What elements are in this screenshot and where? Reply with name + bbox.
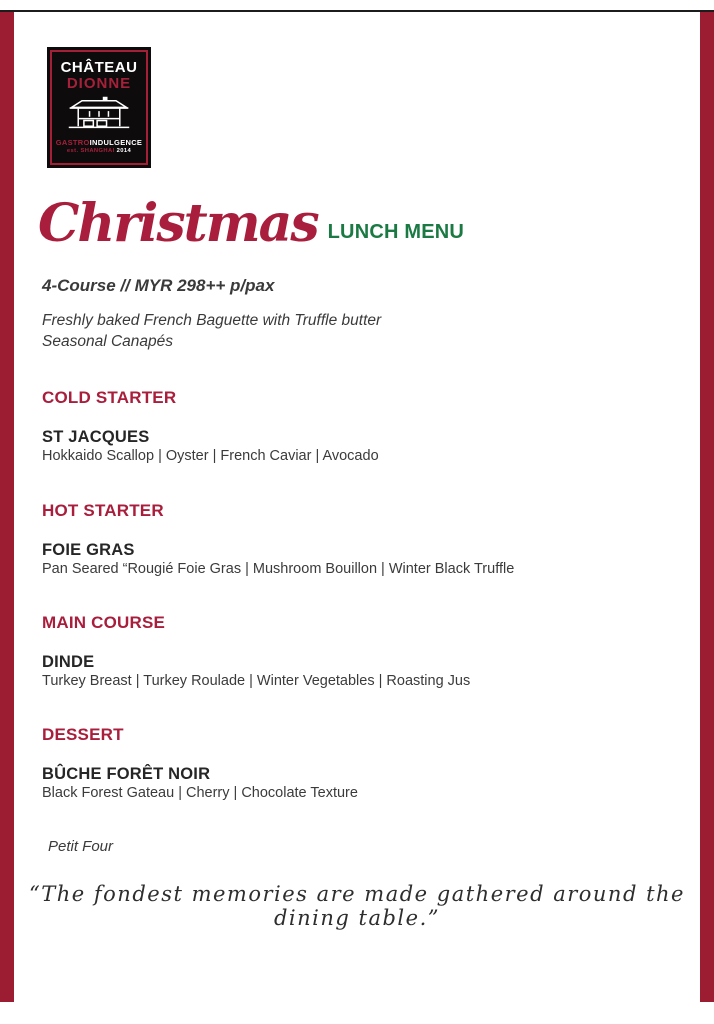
dish-name: DINDE [42,653,95,671]
course-price-line: 4-Course // MYR 298++ p/pax [42,276,275,295]
section-heading: COLD STARTER [42,388,177,407]
logo-tagline-red: GASTRO [55,138,90,147]
dish-name: ST JACQUES [42,428,150,446]
top-border-line [0,10,714,12]
intro-note-line2: Seasonal Canapés [42,333,173,350]
logo-established-line [67,147,131,155]
section-main-course [42,613,662,690]
section-heading: HOT STARTER [42,501,164,520]
intro-notes [42,310,381,352]
restaurant-logo [47,47,151,168]
section-hot-starter [42,501,662,578]
chateau-building-icon [68,96,130,135]
menu-title-row [38,194,464,254]
intro-note-line1: Freshly baked French Baguette with Truffle butter [42,312,382,329]
logo-tagline-white: INDULGENCE [89,138,143,147]
section-heading: MAIN COURSE [42,613,166,632]
section-dessert [42,725,662,802]
menu-subtitle: LUNCH MENU [327,221,465,243]
petit-four-line: Petit Four [48,838,114,855]
dish-description: Hokkaido Scallop | Oyster | French Caviar | Avocado [42,448,379,464]
logo-tagline [56,138,142,147]
left-border-bar [0,12,14,1002]
section-heading: DESSERT [42,725,124,744]
logo-established-red: est. SHANGHAI [66,148,117,154]
logo-established-white: 2014 [116,148,132,154]
logo-name-line1: CHÂTEAU [60,59,138,76]
dish-name: FOIE GRAS [42,541,135,559]
section-cold-starter [42,388,662,465]
dish-description: Pan Seared “Rougié Foie Gras | Mushroom Bouillon | Winter Black Truffle [42,561,515,577]
dish-description: Black Forest Gateau | Cherry | Chocolate Texture [42,785,358,801]
logo-name-line2: DIONNE [66,75,132,92]
right-border-bar [700,12,714,1002]
script-title: Christmas [38,193,318,254]
dish-description: Turkey Breast | Turkey Roulade | Winter Vegetables | Roasting Jus [42,673,471,689]
dish-name: BÛCHE FORÊT NOIR [42,765,211,783]
footer-quote: “The fondest memories are made gathered around the dining table.” [29,882,685,930]
